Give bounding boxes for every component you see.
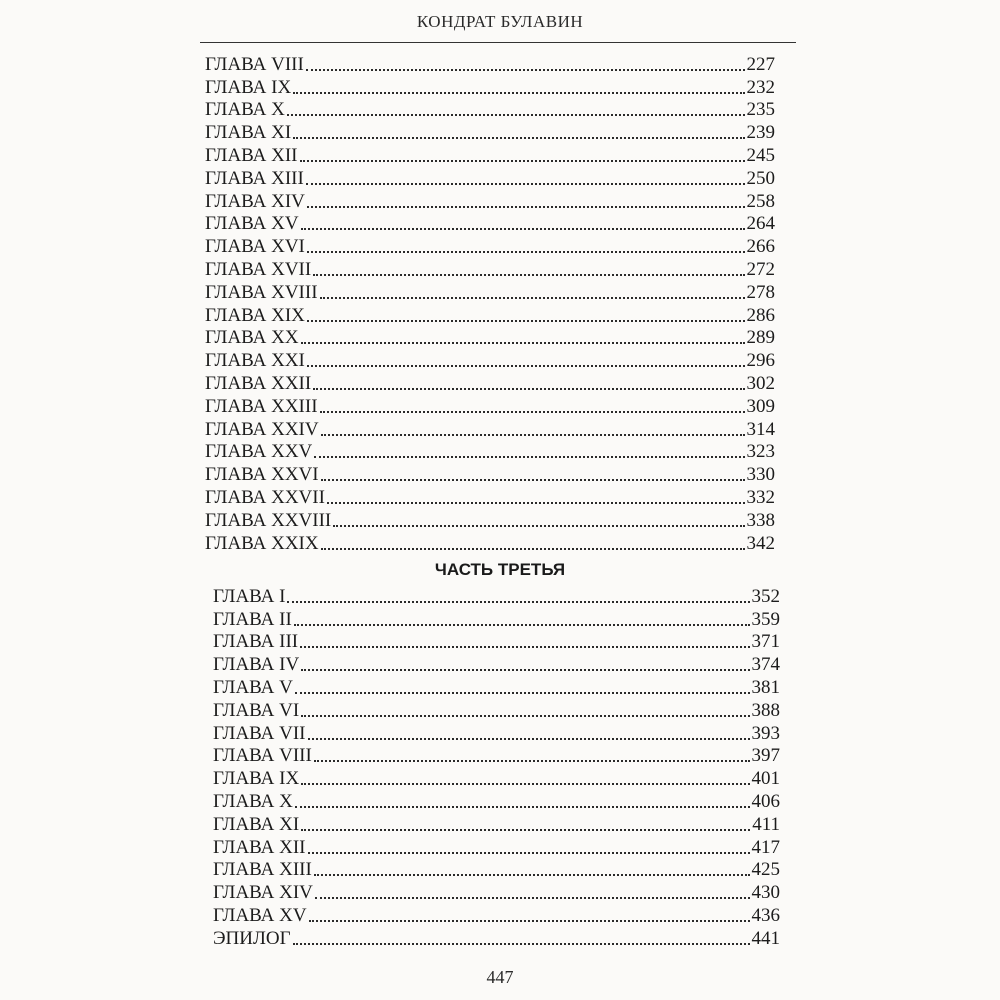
- toc-entry-page: 296: [746, 350, 775, 372]
- toc-entry-title: ГЛАВА I: [213, 585, 286, 607]
- toc-entry-page: 381: [751, 676, 780, 698]
- toc-leader-dots: [327, 502, 745, 504]
- header-rule: [200, 42, 796, 43]
- toc-entry-title: ГЛАВА XXII: [205, 372, 312, 394]
- toc-entry-page: 406: [751, 790, 780, 812]
- toc-entry-title: ГЛАВА XXIII: [205, 395, 318, 417]
- toc-entry-page: 323: [746, 441, 775, 463]
- toc-leader-dots: [307, 206, 745, 208]
- toc-entry: [213, 790, 780, 813]
- toc-entry-page: 250: [746, 167, 775, 189]
- toc-leader-dots: [293, 92, 744, 94]
- toc-entry-title: ГЛАВА X: [213, 790, 293, 812]
- toc-entry-title: ГЛАВА XIX: [205, 304, 305, 326]
- toc-entry-title: ГЛАВА III: [213, 631, 299, 653]
- toc-leader-dots: [306, 69, 745, 71]
- toc-entry-title: ГЛАВА XXV: [205, 441, 313, 463]
- running-header: КОНДРАТ БУЛАВИН: [416, 12, 584, 31]
- toc-entry-page: 430: [751, 882, 780, 904]
- toc-leader-dots: [333, 525, 744, 527]
- toc-entry-page: 393: [751, 722, 780, 744]
- toc-entry-page: 314: [746, 418, 775, 440]
- toc-leader-dots: [307, 251, 745, 253]
- toc-entry-title: ГЛАВА IV: [213, 654, 300, 676]
- toc-entry: [213, 676, 780, 699]
- toc-entry-title: ГЛАВА XIV: [213, 882, 313, 904]
- toc-leader-dots: [320, 411, 745, 413]
- toc-entry-title: ГЛАВА XVIII: [205, 281, 318, 303]
- toc-leader-dots: [293, 137, 744, 139]
- toc-leader-dots: [301, 783, 749, 785]
- toc-entry: [205, 121, 775, 144]
- toc-entry-title: ГЛАВА VII: [213, 722, 306, 744]
- toc-leader-dots: [321, 548, 745, 550]
- toc-entry-page: 441: [751, 927, 780, 949]
- toc-leader-dots: [300, 646, 749, 648]
- toc-part-two: [205, 53, 775, 555]
- toc-entry-page: 266: [746, 236, 775, 258]
- toc-entry-title: ГЛАВА XI: [213, 813, 300, 835]
- toc-entry: [205, 213, 775, 236]
- toc-entry: [205, 190, 775, 213]
- toc-entry-page: 289: [746, 327, 775, 349]
- toc-leader-dots: [309, 920, 750, 922]
- toc-entry-page: 371: [751, 631, 780, 653]
- toc-entry-page: 342: [746, 532, 775, 554]
- toc-entry-page: 258: [746, 190, 775, 212]
- toc-entry-title: ГЛАВА VIII: [205, 53, 304, 75]
- toc-entry: [213, 699, 780, 722]
- toc-leader-dots: [306, 183, 745, 185]
- toc-entry-title: ГЛАВА VI: [213, 699, 300, 721]
- toc-entry-page: 227: [746, 53, 775, 75]
- toc-entry: [205, 99, 775, 122]
- toc-entry-title: ГЛАВА XXVII: [205, 486, 325, 508]
- part-three-heading: ЧАСТЬ ТРЕТЬЯ: [434, 560, 566, 579]
- toc-part-three: [213, 585, 780, 950]
- toc-entry: [213, 653, 780, 676]
- toc-entry-title: ГЛАВА XV: [205, 213, 299, 235]
- toc-entry-page: 401: [751, 768, 780, 790]
- toc-entry: [205, 372, 775, 395]
- toc-entry: [205, 281, 775, 304]
- toc-entry-title: ГЛАВА XXIX: [205, 532, 319, 554]
- toc-entry-title: ГЛАВА IX: [205, 76, 292, 98]
- toc-entry-page: 338: [746, 509, 775, 531]
- toc-entry: [205, 53, 775, 76]
- toc-entry-page: 332: [746, 486, 775, 508]
- toc-entry: [213, 836, 780, 859]
- toc-entry-page: 374: [751, 654, 780, 676]
- toc-entry-title: ГЛАВА XX: [205, 327, 299, 349]
- toc-entry-page: 302: [746, 372, 775, 394]
- toc-leader-dots: [287, 601, 749, 603]
- toc-leader-dots: [313, 388, 744, 390]
- toc-entry-title: ГЛАВА IX: [213, 768, 300, 790]
- toc-entry: [213, 927, 780, 950]
- toc-leader-dots: [295, 692, 750, 694]
- toc-entry: [205, 304, 775, 327]
- toc-entry-title: ГЛАВА XII: [205, 144, 298, 166]
- toc-entry: [213, 813, 780, 836]
- toc-entry-page: 417: [751, 836, 780, 858]
- toc-entry-title: ГЛАВА XVII: [205, 258, 312, 280]
- toc-leader-dots: [308, 738, 750, 740]
- toc-entry: [205, 532, 775, 555]
- toc-entry: [205, 144, 775, 167]
- toc-entry: [213, 767, 780, 790]
- toc-entry-page: 330: [746, 464, 775, 486]
- toc-entry-page: 286: [746, 304, 775, 326]
- toc-entry-page: 239: [746, 122, 775, 144]
- toc-entry: [205, 258, 775, 281]
- toc-entry-title: ГЛАВА XV: [213, 904, 307, 926]
- toc-entry: [205, 486, 775, 509]
- toc-entry: [213, 608, 780, 631]
- toc-entry-page: 352: [751, 585, 780, 607]
- toc-entry-page: 359: [751, 608, 780, 630]
- toc-entry-page: 397: [751, 745, 780, 767]
- toc-entry-title: ГЛАВА XXVI: [205, 464, 319, 486]
- toc-entry: [205, 441, 775, 464]
- toc-entry: [213, 722, 780, 745]
- toc-leader-dots: [313, 274, 744, 276]
- toc-entry: [205, 327, 775, 350]
- toc-entry: [213, 881, 780, 904]
- toc-entry-page: 436: [751, 904, 780, 926]
- toc-leader-dots: [295, 806, 750, 808]
- toc-leader-dots: [321, 434, 745, 436]
- toc-leader-dots: [287, 114, 745, 116]
- toc-entry-page: 388: [751, 699, 780, 721]
- toc-entry-title: ГЛАВА XXIV: [205, 418, 319, 440]
- toc-entry-title: ГЛАВА XIII: [213, 859, 312, 881]
- toc-leader-dots: [315, 897, 750, 899]
- toc-entry: [205, 395, 775, 418]
- toc-entry: [205, 418, 775, 441]
- toc-entry-title: ГЛАВА XXI: [205, 350, 305, 372]
- toc-entry: [213, 631, 780, 654]
- toc-entry: [213, 585, 780, 608]
- toc-entry-title: ГЛАВА XI: [205, 122, 292, 144]
- toc-entry-title: ЭПИЛОГ: [213, 927, 291, 949]
- toc-entry-title: ГЛАВА XIII: [205, 167, 304, 189]
- toc-leader-dots: [314, 760, 750, 762]
- toc-entry-page: 411: [752, 813, 780, 835]
- toc-leader-dots: [293, 943, 750, 945]
- toc-entry-page: 264: [746, 213, 775, 235]
- toc-entry-page: 232: [746, 76, 775, 98]
- toc-entry: [205, 349, 775, 372]
- toc-leader-dots: [301, 669, 749, 671]
- toc-entry-title: ГЛАВА VIII: [213, 745, 312, 767]
- toc-leader-dots: [301, 715, 749, 717]
- toc-entry: [205, 76, 775, 99]
- toc-entry-page: 425: [751, 859, 780, 881]
- toc-entry-page: 235: [746, 99, 775, 121]
- toc-entry-title: ГЛАВА XIV: [205, 190, 305, 212]
- toc-entry: [205, 463, 775, 486]
- toc-entry: [205, 167, 775, 190]
- toc-entry-title: ГЛАВА XII: [213, 836, 306, 858]
- page-number: 447: [486, 967, 514, 987]
- toc-leader-dots: [307, 320, 745, 322]
- toc-entry-title: ГЛАВА V: [213, 676, 293, 698]
- toc-leader-dots: [294, 624, 750, 626]
- toc-leader-dots: [308, 852, 750, 854]
- toc-leader-dots: [301, 829, 750, 831]
- toc-entry: [205, 509, 775, 532]
- toc-entry: [213, 859, 780, 882]
- toc-leader-dots: [314, 456, 744, 458]
- toc-entry-page: 272: [746, 258, 775, 280]
- toc-leader-dots: [301, 342, 745, 344]
- toc-entry-title: ГЛАВА II: [213, 608, 292, 630]
- toc-entry-page: 309: [746, 395, 775, 417]
- toc-entry-title: ГЛАВА XVI: [205, 236, 305, 258]
- toc-leader-dots: [307, 365, 745, 367]
- toc-leader-dots: [320, 297, 745, 299]
- toc-leader-dots: [300, 160, 745, 162]
- toc-entry-page: 278: [746, 281, 775, 303]
- toc-entry: [213, 904, 780, 927]
- toc-leader-dots: [314, 874, 750, 876]
- toc-leader-dots: [321, 479, 745, 481]
- toc-entry-page: 245: [746, 144, 775, 166]
- toc-entry-title: ГЛАВА XXVIII: [205, 509, 332, 531]
- toc-entry: [213, 745, 780, 768]
- toc-leader-dots: [301, 228, 745, 230]
- toc-entry: [205, 235, 775, 258]
- toc-entry-title: ГЛАВА X: [205, 99, 285, 121]
